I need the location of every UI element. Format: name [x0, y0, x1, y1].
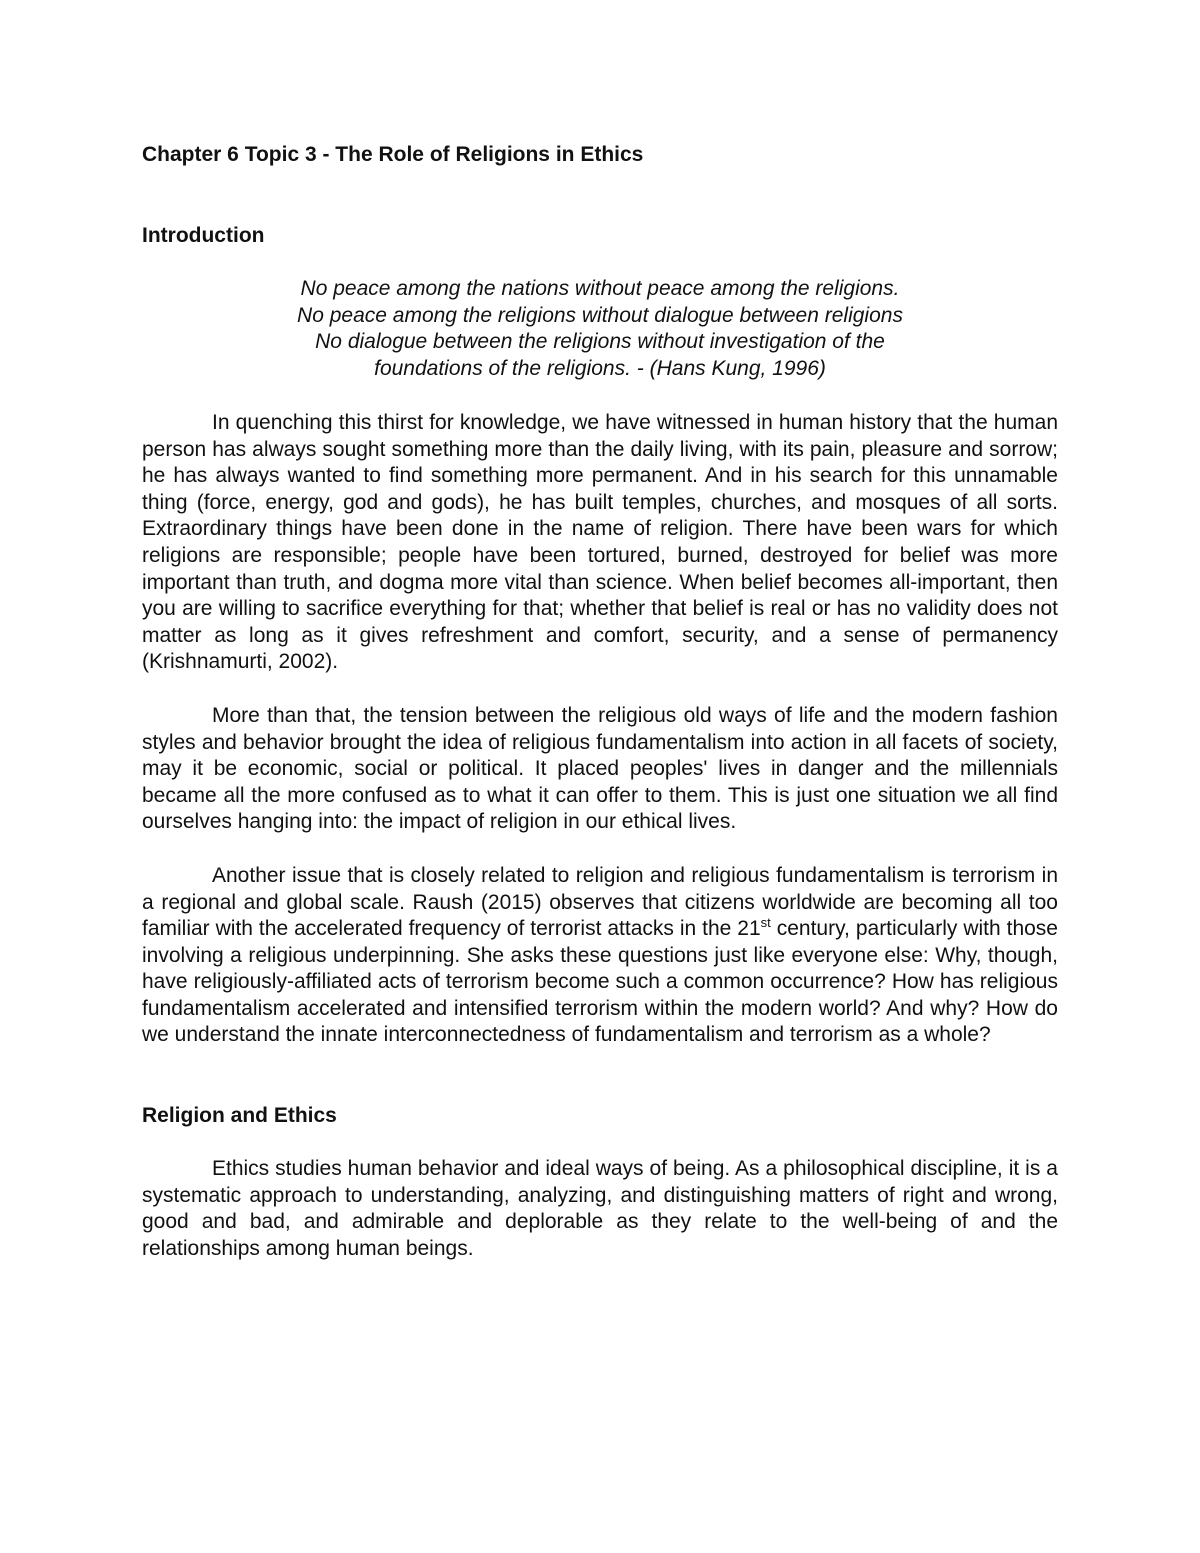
paragraph-3-text-start: Another issue that is closely related to religion and religious fundamentalism is terrorism in a regional and global scale. Raush (2015) observes that citizens worldwide are becoming all too familiar with the accelerated frequency of terrorist attacks in the 21	[142, 863, 1058, 941]
chapter-title: Chapter 6 Topic 3 - The Role of Religions in Ethics	[142, 143, 644, 166]
paragraph-3-text-end: century, particularly with those involving a religious underpinning. She asks these questions just like everyone else: Why, though, have religiously-affiliated acts of terrorism become such a common occurrence? How has religious fundamentalism accelerated and intensified terrorism within the modern world? And why? How do we understand the innate interconnectedness of fundamentalism and terrorism as a whole?	[142, 917, 1058, 1047]
religion-and-ethics-paragraph-1: Ethics studies human behavior and ideal ways of being. As a philosophical discipline, it is a systematic approach to understanding, analyzing, and distinguishing matters of right and wrong, good and bad, and admirable and deplorable as they relate to the well-being of and the relationships among human beings.	[142, 1157, 1058, 1260]
introduction-paragraph-3	[142, 863, 1058, 1049]
introduction-heading: Introduction	[142, 224, 265, 247]
quote-line: foundations of the religions. - (Hans Kung, 1996)	[374, 356, 826, 380]
document-page	[142, 132, 1058, 1262]
introduction-paragraph-1: In quenching this thirst for knowledge, we have witnessed in human history that the human person has always sought something more than the daily living, with its pain, pleasure and sorrow; he has always wanted to find something more permanent. And in his search for this unnamable thing (force, energy, god and gods), he has built temples, churches, and mosques of all sorts. Extraordinary things have been done in the name of religion. There have been wars for which religions are responsible; people have been tortured, burned, destroyed for belief was more important than truth, and dogma more vital than science. When belief becomes all-important, then you are willing to sacrifice everything for that; whether that belief is real or has no validity does not matter as long as it gives refreshment and comfort, security, and a sense of permanency (Krishnamurti, 2002).	[142, 411, 1058, 674]
quote-line: No dialogue between the religions without investigation of the	[315, 330, 885, 353]
epigraph-quote	[142, 276, 1058, 382]
quote-line: No peace among the religions without dialogue between religions	[297, 303, 903, 327]
introduction-paragraph-2: More than that, the tension between the religious old ways of life and the modern fashion styles and behavior brought the idea of religious fundamentalism into action in all facets of society, may it be economic, social or political. It placed peoples' lives in danger and the millennials became all the more confused as to what it can offer to them. This is just one situation we all find ourselves hanging into: the impact of religion in our ethical lives.	[142, 703, 1058, 834]
ordinal-superscript: st	[760, 915, 771, 931]
quote-line: No peace among the nations without peace among the religions.	[300, 277, 900, 300]
religion-and-ethics-heading: Religion and Ethics	[142, 1104, 337, 1128]
